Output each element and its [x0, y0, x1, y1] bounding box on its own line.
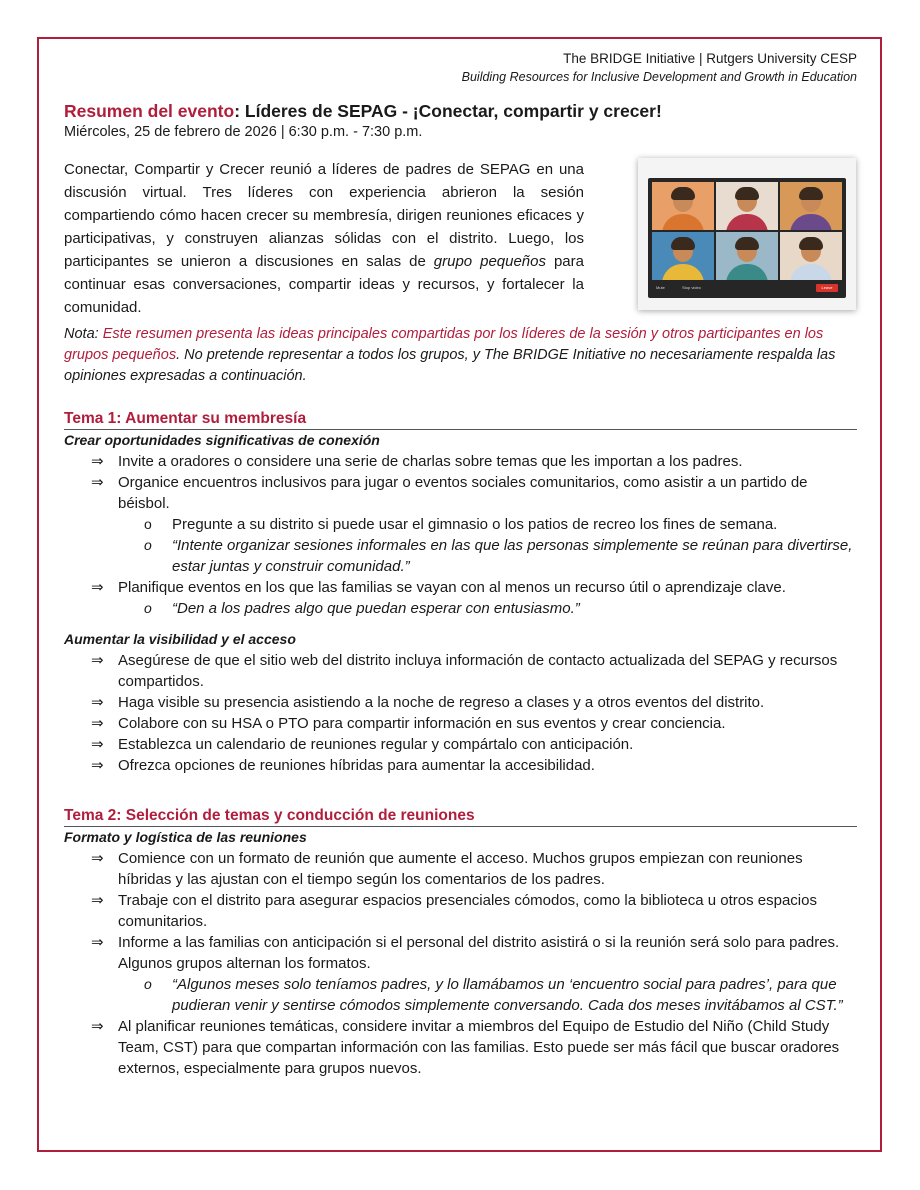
intro-paragraph: [64, 158, 584, 319]
participant-tile: [716, 182, 778, 230]
participant-body: [790, 264, 832, 280]
participant-hair: [671, 187, 695, 200]
note-highlight: Este resumen presenta las ideas principales compartidas por los líderes de la sesión y otros participantes en los grupos pequeños: [64, 326, 824, 363]
circle-bullet-icon: o: [144, 537, 152, 553]
event-title: [64, 100, 857, 122]
sub-bullet-list: [118, 974, 857, 1016]
sub-bullet-item: [118, 974, 857, 1016]
theme2-section-a-heading: Formato y logística de las reuniones: [64, 829, 307, 845]
sub-bullet-text: Pregunte a su distrito si puede usar el gimnasio o los patios de recreo los fines de semana.: [172, 516, 778, 533]
circle-bullet-icon: o: [144, 976, 152, 992]
sub-bullet-text: “Den a los padres algo que puedan esperar con entusiasmo.”: [172, 600, 580, 617]
video-call-illustration: [638, 158, 856, 310]
bullet-item: [64, 451, 857, 472]
org-line: The BRIDGE Initiative | Rutgers University CESP: [563, 51, 857, 66]
sub-bullet-list: [118, 598, 857, 619]
bullet-item: [64, 1016, 857, 1079]
bullet-text: Haga visible su presencia asistiendo a la noche de regreso a clases y a otros eventos del distrito.: [118, 694, 765, 711]
bullet-item: [64, 734, 857, 755]
participant-tile: [716, 232, 778, 280]
bullet-item: [64, 890, 857, 932]
bullet-item: [64, 848, 857, 890]
sub-bullet-list: [118, 514, 857, 577]
circle-bullet-icon: o: [144, 600, 152, 616]
video-call-screen: [648, 178, 846, 298]
theme1-section-a-heading: Crear oportunidades significativas de conexión: [64, 432, 380, 448]
arrow-bullet-icon: ⇒: [91, 736, 104, 753]
participant-tile: [652, 182, 714, 230]
arrow-bullet-icon: ⇒: [91, 453, 104, 470]
arrow-bullet-icon: ⇒: [91, 1018, 104, 1035]
bullet-text: Ofrezca opciones de reuniones híbridas para aumentar la accesibilidad.: [118, 757, 595, 774]
note-label: Nota:: [64, 326, 99, 342]
sub-bullet-text: “Intente organizar sesiones informales en las que las personas simplemente se reúnan para divertirse, estar juntas y construir comunidad.”: [172, 537, 853, 575]
arrow-bullet-icon: ⇒: [91, 850, 104, 867]
bullet-text: Establezca un calendario de reuniones regular y compártalo con anticipación.: [118, 736, 634, 753]
intro-text-em: grupo pequeños: [433, 253, 546, 270]
sub-bullet-text: “Algunos meses solo teníamos padres, y lo llamábamos un ‘encuentro social para padres’, para que pudieran venir y sentirse cómodos simplemente conversando. Cada dos meses invitábamos al CST.”: [172, 976, 843, 1014]
participant-tile: [780, 232, 842, 280]
sub-bullet-item: [118, 514, 857, 535]
participant-hair: [735, 187, 759, 200]
bullet-text: Colabore con su HSA o PTO para compartir información en sus eventos y crear conciencia.: [118, 715, 726, 732]
theme1-section-a-list: [64, 451, 857, 619]
theme2-title: Tema 2: Selección de temas y conducción de reuniones: [64, 806, 857, 827]
bullet-text: Informe a las familias con anticipación si el personal del distrito asistirá o si la reunión será solo para padres. Algunos grupos alternan los formatos.: [118, 934, 840, 972]
leave-label: Leave: [816, 284, 838, 292]
sub-bullet-item: [118, 535, 857, 577]
bullet-item: [64, 755, 857, 776]
event-date: Miércoles, 25 de febrero de 2026 | 6:30 p.m. - 7:30 p.m.: [64, 124, 423, 140]
bullet-item: [64, 692, 857, 713]
mute-label: Mute: [656, 285, 665, 290]
arrow-bullet-icon: ⇒: [91, 757, 104, 774]
event-title-rest: : Líderes de SEPAG - ¡Conectar, compartir y crecer!: [234, 101, 662, 121]
bullet-text: Invite a oradores o considere una serie de charlas sobre temas que les importan a los padres.: [118, 453, 743, 470]
participant-body: [662, 264, 704, 280]
bullet-item: [64, 932, 857, 1016]
call-toolbar: [652, 282, 842, 295]
arrow-bullet-icon: ⇒: [91, 694, 104, 711]
participant-body: [726, 264, 768, 280]
bullet-text: Planifique eventos en los que las familias se vayan con al menos un recurso útil o aprendizaje clave.: [118, 579, 786, 596]
document-content: [64, 50, 857, 1079]
bullet-text: Trabaje con el distrito para asegurar espacios presenciales cómodos, como la biblioteca u otros espacios comunitarios.: [118, 892, 817, 930]
theme1-section-b-list: [64, 650, 857, 776]
arrow-bullet-icon: ⇒: [91, 934, 104, 951]
theme1-title: Tema 1: Aumentar su membresía: [64, 409, 857, 430]
participant-body: [790, 214, 832, 230]
bullet-text: Organice encuentros inclusivos para jugar o eventos sociales comunitarios, como asistir a un partido de béisbol.: [118, 474, 808, 512]
participant-body: [662, 214, 704, 230]
intro-text-b: para continuar esas conversaciones, compartir ideas y recursos, y fortalecer la comunidad.: [64, 253, 584, 316]
sub-bullet-item: [118, 598, 857, 619]
bullet-item: [64, 713, 857, 734]
bullet-item: [64, 577, 857, 619]
bullet-item: [64, 650, 857, 692]
circle-bullet-icon: o: [144, 516, 152, 532]
participant-tile: [780, 182, 842, 230]
theme1-section-b-heading: Aumentar la visibilidad y el acceso: [64, 631, 296, 647]
arrow-bullet-icon: ⇒: [91, 579, 104, 596]
participant-hair: [799, 187, 823, 200]
theme2-section-a-list: [64, 848, 857, 1079]
intro-section: [64, 158, 857, 324]
arrow-bullet-icon: ⇒: [91, 652, 104, 669]
participant-body: [726, 214, 768, 230]
org-tagline: Building Resources for Inclusive Development and Growth in Education: [461, 70, 857, 84]
arrow-bullet-icon: ⇒: [91, 715, 104, 732]
org-header: [64, 50, 857, 86]
participant-grid: [652, 182, 842, 280]
participant-hair: [799, 237, 823, 250]
event-title-lead: Resumen del evento: [64, 101, 235, 121]
disclaimer-note: [64, 324, 857, 387]
bullet-item: [64, 472, 857, 577]
participant-hair: [671, 237, 695, 250]
participant-tile: [652, 232, 714, 280]
note-rest: . No pretende representar a todos los grupos, y The BRIDGE Initiative no necesariamente respalda las opiniones expresadas a continuación.: [64, 347, 836, 384]
arrow-bullet-icon: ⇒: [91, 474, 104, 491]
intro-text-a: Conectar, Compartir y Crecer reunió a líderes de padres de SEPAG en una discusión virtual. Tres líderes con experiencia abrieron la sesión compartiendo cómo hacen crecer su membresía, dirigen reuniones eficaces y participativas, y construyen alianzas sólidas con el distrito. Luego, los participantes se unieron a discusiones en salas de: [64, 161, 584, 270]
bullet-text: Comience con un formato de reunión que aumente el acceso. Muchos grupos empiezan con reuniones híbridas y las ajustan con el tiempo según los comentarios de los padres.: [118, 850, 803, 888]
stop-video-label: Stop video: [682, 285, 701, 290]
bullet-text: Al planificar reuniones temáticas, considere invitar a miembros del Equipo de Estudio del Niño (Child Study Team, CST) para que compartan información con las familias. Esto puede ser más fácil que buscar oradores externos, especialmente para grupos nuevos.: [118, 1018, 840, 1077]
arrow-bullet-icon: ⇒: [91, 892, 104, 909]
participant-hair: [735, 237, 759, 250]
bullet-text: Asegúrese de que el sitio web del distrito incluya información de contacto actualizada del SEPAG y recursos compartidos.: [118, 652, 838, 690]
